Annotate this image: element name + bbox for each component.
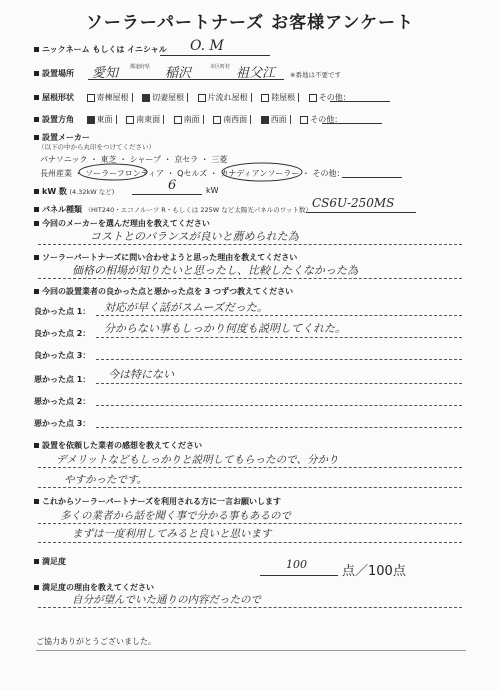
maker-option-6[interactable]: ソーラーフロンティア [85,169,165,178]
page-title: ソーラーパートナーズ お客様アンケート [85,13,415,33]
direction-label: 設置方角 [42,115,74,124]
pref-unit: 都道府県 [130,64,151,70]
kw-underline [132,194,202,195]
answer-line [38,487,462,488]
answer-line [38,607,462,608]
q-contact-reason-label: ソーラーパートナーズに問い合わせようと思った理由を教えてください [42,253,298,262]
direction-option-4[interactable]: 西面 [257,114,287,125]
roof-option-3[interactable]: 陸屋根 [257,92,295,103]
bullet-square-icon [34,221,39,226]
q-message [34,496,281,507]
answer-line [96,405,462,406]
score-row [34,556,66,567]
bullet-square-icon [34,207,39,212]
bullet-square-icon [34,559,39,564]
maker-other-underline [342,177,402,178]
roof-option-1[interactable]: 切妻屋根 [138,92,184,103]
roof-label: 屋根形状 [42,93,74,102]
panel-label: パネル種類 [42,205,82,214]
direction-option-2[interactable]: 南面 [170,114,200,125]
bad-1-label: 悪かった点 1： [34,375,91,384]
q-impression [34,440,202,451]
location-city-value[interactable]: 稲沢 [165,66,192,81]
q-impression-answer-line2[interactable]: やすかったです。 [64,474,148,486]
score-value[interactable]: 100 [286,558,307,571]
maker-option-3[interactable]: 京セラ [174,155,199,164]
q-message-answer-line2[interactable]: まずは一度利用してみると良いと思います [72,528,272,540]
nickname-label: ニックネーム もしくは イニシャル [42,45,167,54]
score-reason-answer[interactable]: 自分が望んでいた通りの内容だったので [72,594,261,606]
q-message-label: これからソーラーパートナーズを利用される方に一言お願いします [42,497,282,506]
panel-value[interactable]: CS6U-250MS [312,196,395,210]
direction-option-1[interactable]: 南東面 [122,114,160,125]
q-good-bad-label: 今回の設置業者の良かった点と悪かった点を 3 つずつ教えてください [42,287,294,296]
maker-line2: 長州産業 ・ ソーラーフロンティア ・ Qセルズ ・ カナディアンソーラー ・ その他： [40,169,345,178]
kw-row [34,186,114,197]
bad-1-answer[interactable]: 今は特にない [108,368,174,381]
maker-option-5[interactable]: 長州産業 [40,169,72,178]
maker-label: 設置メーカー [42,133,90,142]
direction-option-0[interactable]: 東面 [83,114,113,125]
good-3-label: 良かった点 3： [34,351,91,360]
q-maker-reason-answer[interactable]: コストとのバランスが良いと薦められた為 [90,230,299,243]
good-1-label: 良かった点 1： [34,307,91,316]
answer-line [38,244,462,245]
kw-unit: kW [206,186,219,195]
kw-label: kW 数 [42,187,67,196]
maker-line1: パナソニック ・ 東芝 ・ シャープ ・ 京セラ ・ 三菱 [40,155,228,164]
good-2-answer[interactable]: 分からない事もしっかり何度も説明してくれた。 [104,322,346,335]
maker-option-0[interactable]: パナソニック [40,155,88,164]
bad-2-label: 悪かった点 2： [34,397,91,406]
panel-underline [306,212,416,213]
answer-line [96,427,462,428]
direction-option-3[interactable]: 南西面 [209,114,247,125]
answer-line [96,359,462,360]
maker-option-9[interactable]: その他： [312,169,345,178]
good-1-answer[interactable]: 対応が早く話がスムーズだった。 [104,301,268,314]
answer-line [38,467,462,468]
location-town-value[interactable]: 祖父江 [236,66,276,81]
location-pref-value[interactable]: 愛知 [92,66,119,81]
kw-value[interactable]: 6 [168,178,177,193]
maker-option-8[interactable]: カナディアンソーラー [220,169,300,178]
q-good-bad [34,286,293,297]
direction-option-5[interactable]: その他： [296,114,342,125]
score-underline [260,575,338,576]
bullet-square-icon [34,585,39,590]
maker-option-4[interactable]: 三菱 [211,155,228,164]
answer-line [38,278,462,279]
maker-circle-frontier [79,164,147,180]
roof-option-2[interactable]: 片流れ屋根 [194,92,248,103]
bullet-square-icon [34,499,39,504]
good-2-label: 良かった点 2： [34,329,91,338]
nickname-value[interactable]: O. M [190,38,224,54]
panel-hint: （HIT240・エコノルーツ R・もしくは 225W など太陽光パネルのワット数） [84,206,312,214]
kw-hint: (4.32kW など) [69,188,115,196]
q-contact-reason-answer[interactable]: 価格の相場が知りたいと思ったし、比較したくなかった為 [72,264,358,277]
bad-3-label: 悪かった点 3： [34,419,91,428]
maker-hint: （以下の中から丸印をつけてください） [38,143,155,151]
footer-thanks: ご協力ありがとうございました。 [36,637,156,646]
footer-divider [36,650,466,651]
roof-option-4[interactable]: その他： [305,92,351,103]
score-reason-label: 満足度の理由を教えてください [42,583,154,592]
answer-line [96,337,462,338]
bullet-square-icon [34,255,39,260]
answer-line [96,315,462,316]
answer-line [38,523,462,524]
answer-line [96,383,462,384]
maker-option-7[interactable]: Qセルズ [177,169,208,178]
q-impression-answer-line1[interactable]: デメリットなどもしっかりと説明してもらったので、分かり [56,454,339,466]
score-label: 満足度 [42,557,66,566]
score-suffix: 点／100点 [342,564,406,579]
answer-line [38,542,462,543]
city-unit: 市区町村 [210,64,231,70]
maker-option-2[interactable]: シャープ [129,155,162,164]
bullet-square-icon [34,189,39,194]
location-label: 設置場所 [42,69,74,78]
panel-row [34,204,312,215]
q-maker-reason-label: 今回のメーカーを選んだ理由を教えてください [42,219,210,228]
q-message-answer-line1[interactable]: 多くの業者から話を聞く事で分かる事もあるので [60,510,291,522]
location-note: ※番地は不要です [290,71,341,79]
roof-option-0[interactable]: 寄棟屋根 [83,92,129,103]
maker-circle-canadian [222,163,302,181]
q-impression-label: 設置を依頼した業者の感想を教えてください [42,441,202,450]
bullet-square-icon [34,289,39,294]
maker-option-1[interactable]: 東芝 [100,155,117,164]
bullet-square-icon [34,443,39,448]
